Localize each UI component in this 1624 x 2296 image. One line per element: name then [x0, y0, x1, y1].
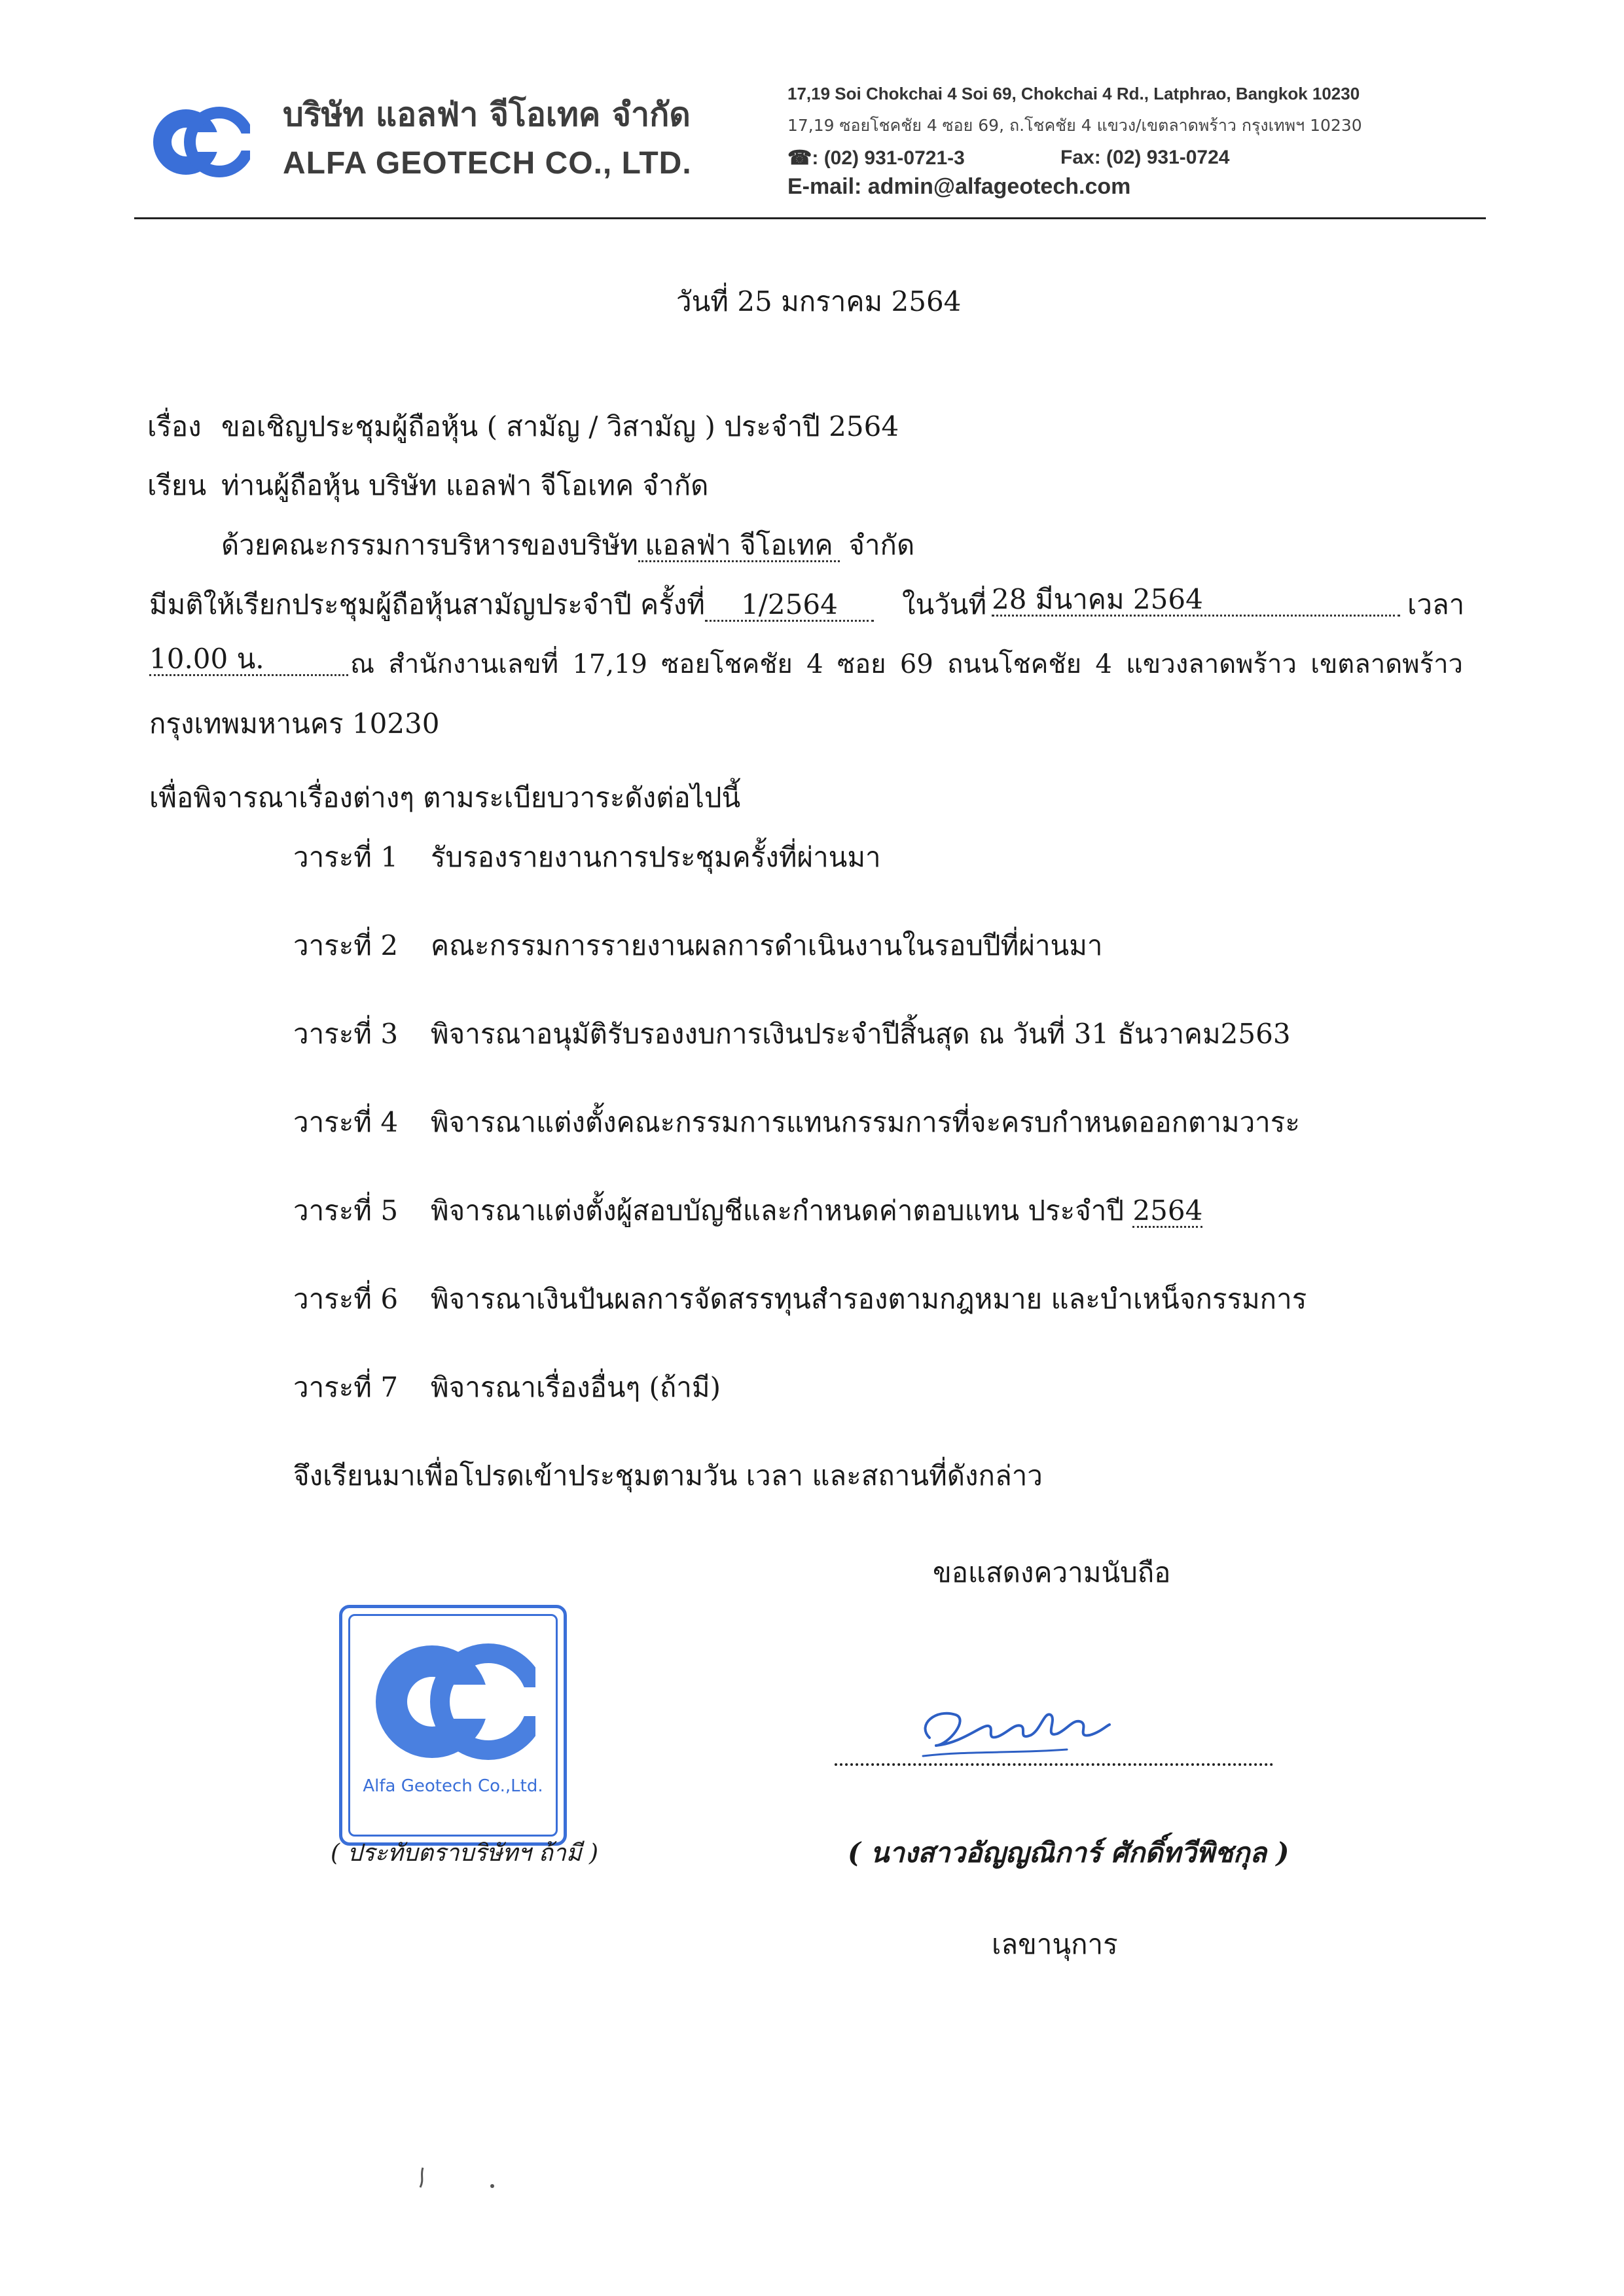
closing-salutation: ขอแสดงความนับถือ — [933, 1556, 1171, 1588]
company-name-thai: บริษัท แอลฟ่า จีโอเทค จำกัด — [283, 96, 691, 134]
intro-line — [221, 524, 914, 567]
venue-city: กรุงเทพมหานคร 10230 — [149, 708, 440, 740]
signer-position: เลขานุการ — [992, 1928, 1118, 1960]
on-date-label: ในวันที่ — [902, 588, 987, 620]
signer-name: ( นางสาวอัญญณิการ์ ศักดิ์ทวีพิชกุล ) — [848, 1837, 1290, 1869]
agenda-label-2: วาระที่ 2 — [293, 929, 399, 961]
letterhead-divider — [134, 217, 1486, 219]
agenda-label-6: วาระที่ 6 — [293, 1283, 399, 1315]
meeting-date-fill: 28 มีนาคม 2564 — [992, 584, 1400, 617]
meeting-time-wrap — [149, 643, 348, 676]
company-email: E-mail: admin@alfageotech.com — [787, 174, 1131, 199]
intro-suffix: จำกัด — [848, 529, 915, 561]
company-fax: Fax: (02) 931-0724 — [1060, 147, 1230, 168]
seal-caption: ( ประทับตราบริษัทฯ ถ้ามี ) — [331, 1840, 599, 1867]
agenda-label-4: วาระที่ 4 — [293, 1106, 399, 1138]
handwritten-signature — [910, 1685, 1119, 1764]
signature-line — [835, 1763, 1273, 1766]
company-address-english: 17,19 Soi Chokchai 4 Soi 69, Chokchai 4 Rd., Latphrao, Bangkok 10230 — [787, 84, 1360, 103]
agenda-text-5: พิจารณาแต่งตั้งผู้สอบบัญชีและกำหนดค่าตอบแทน ประจำปี — [431, 1194, 1125, 1227]
agenda-label-7: วาระที่ 7 — [293, 1371, 399, 1403]
agenda-label-3: วาระที่ 3 — [293, 1018, 399, 1050]
subject-label: เรื่อง — [147, 410, 202, 442]
closing-request: จึงเรียนมาเพื่อโปรดเข้าประชุมตามวัน เวลา และสถานที่ดังกล่าว — [293, 1460, 1043, 1492]
agenda-text-2: คณะกรรมการรายงานผลการดำเนินงานในรอบปีที่ผ่านมา — [431, 929, 1103, 961]
intro-company-fill: แอลฟ่า จีโอเทค — [638, 530, 840, 562]
letter-date: วันที่ 25 มกราคม 2564 — [676, 285, 962, 317]
time-label: เวลา — [1407, 588, 1465, 620]
agenda-item-5 — [431, 1189, 1202, 1232]
recipient-label: เรียน — [147, 469, 207, 501]
resolution-line — [149, 583, 874, 626]
recipient-text: ท่านผู้ถือหุ้น บริษัท แอลฟ่า จีโอเทค จำกัด — [221, 469, 709, 501]
venue-line: ณ สำนักงานเลขที่ 17,19 ซอยโชคชัย 4 ซอย 69 ถนนโชคชัย 4 แขวงลาดพร้าว เขตลาดพร้าว — [350, 649, 1463, 679]
company-seal — [339, 1605, 567, 1846]
agenda-intro: เพื่อพิจารณาเรื่องต่างๆ ตามระเบียบวาระดังต่อไปนี้ — [149, 781, 741, 814]
seal-logo-icon — [372, 1632, 535, 1770]
meeting-number-fill: 1/2564 — [705, 590, 874, 622]
subject-text: ขอเชิญประชุมผู้ถือหุ้น ( สามัญ / วิสามัญ ) ประจำปี 2564 — [221, 410, 899, 442]
meeting-date-wrap — [992, 583, 1400, 617]
company-telephone: ☎: (02) 931-0721-3 — [787, 147, 965, 169]
company-address-thai: 17,19 ซอยโชคชัย 4 ซอย 69, ถ.โชคชัย 4 แขวง/เขตลาดพร้าว กรุงเทพฯ 10230 — [787, 116, 1362, 135]
resolution-prefix: มีมติให้เรียกประชุมผู้ถือหุ้นสามัญประจำปี ครั้งที่ — [149, 588, 705, 620]
company-logo — [152, 103, 250, 181]
intro-prefix: ด้วยคณะกรรมการบริหารของบริษัท — [221, 529, 638, 561]
agenda-text-6: พิจารณาเงินปันผลการจัดสรรทุนสำรองตามกฎหมาย และบำเหน็จกรรมการ — [431, 1283, 1307, 1315]
scan-specks — [412, 2160, 504, 2199]
agenda-text-4: พิจารณาแต่งตั้งคณะกรรมการแทนกรรมการที่จะครบกำหนดออกตามวาระ — [431, 1106, 1300, 1138]
agenda-label-1: วาระที่ 1 — [293, 841, 399, 873]
meeting-time-fill: 10.00 น. — [149, 644, 348, 676]
agenda-text-7: พิจารณาเรื่องอื่นๆ (ถ้ามี) — [431, 1371, 721, 1403]
agenda-text-3: พิจารณาอนุมัติรับรองงบการเงินประจำปีสิ้นสุด ณ วันที่ 31 ธันวาคม2563 — [431, 1018, 1291, 1050]
agenda-label-5: วาระที่ 5 — [293, 1194, 399, 1227]
company-name-english: ALFA GEOTECH CO., LTD. — [283, 146, 692, 181]
seal-text: Alfa Geotech Co.,Ltd. — [363, 1776, 543, 1796]
agenda-text-1: รับรองรายงานการประชุมครั้งที่ผ่านมา — [431, 841, 881, 873]
agenda-5-year-fill: 2564 — [1132, 1196, 1202, 1228]
